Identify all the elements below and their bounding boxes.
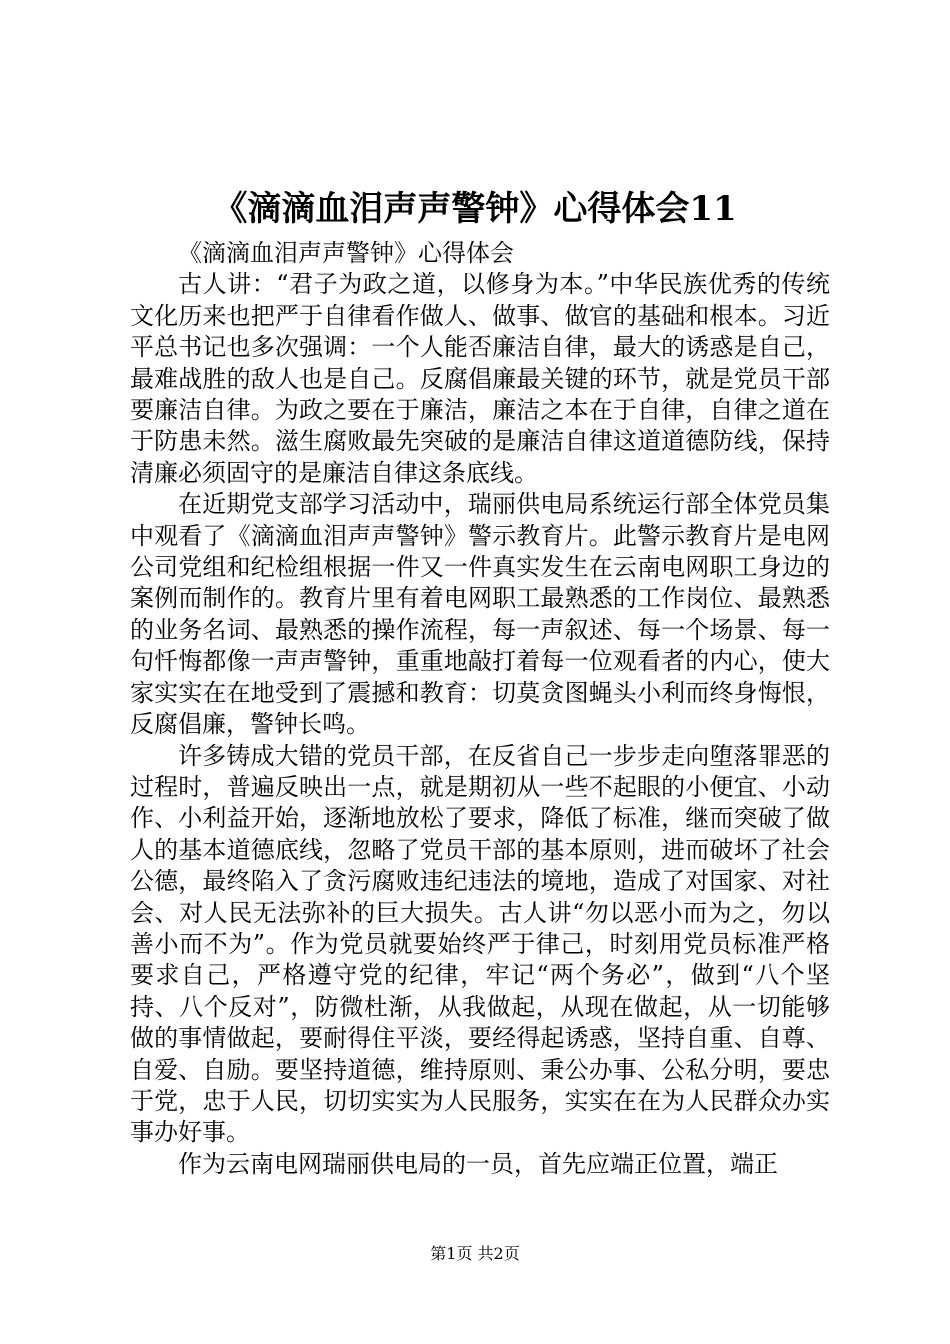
document-body bbox=[130, 238, 830, 1180]
paragraph-2: 在近期党支部学习活动中，瑞丽供电局系统运行部全体党员集中观看了《滴滴血泪声声警钟》警示教育片。此警示教育片是电网公司党组和纪检组根据一件又一件真实发生在云南电网职工身边的案例而制作的。教育片里有着电网职工最熟悉的工作岗位、最熟悉的业务名词、最熟悉的操作流程，每一声叙述、每一个场景、每一句忏悔都像一声声警钟，重重地敲打着每一位观看者的内心，使大家实实在在地受到了震撼和教育：切莫贪图蝇头小利而终身悔恨，反腐倡廉，警钟长鸣。 bbox=[130, 490, 830, 739]
paragraph-3: 许多铸成大错的党员干部，在反省自己一步步走向堕落罪恶的过程时，普遍反映出一点，就是期初从一些不起眼的小便宜、小动作、小利益开始，逐渐地放松了要求，降低了标准，继而突破了做人的基本道德底线，忽略了党员干部的基本原则，进而破坏了社会公德，最终陷入了贪污腐败违纪违法的境地，造成了对国家、对社会、对人民无法弥补的巨大损失。古人讲“勿以恶小而为之，勿以善小而不为”。作为党员就要始终严于律己，时刻用党员标准严格要求自己，严格遵守党的纪律，牢记“两个务必”，做到“八个坚持、八个反对”，防微杜渐，从我做起，从现在做起，从一切能够做的事情做起，要耐得住平淡，要经得起诱惑，坚持自重、自尊、自爱、自励。要坚持道德，维持原则、秉公办事、公私分明，要忠于党，忠于人民，切切实实为人民服务，实实在在为人民群众办实事办好事。 bbox=[130, 741, 830, 1147]
subtitle-paragraph: 《滴滴血泪声声警钟》心得体会 bbox=[178, 239, 514, 267]
paragraph-1: 古人讲：“君子为政之道，以修身为本。”中华民族优秀的传统文化历来也把严于自律看作做人、做事、做官的基础和根本。习近平总书记也多次强调：一个人能否廉洁自律，最大的诱惑是自己，最难战胜的敌人也是自己。反腐倡廉最关键的环节，就是党员干部要廉洁自律。为政之要在于廉洁，廉洁之本在于自律，自律之道在于防患未然。滋生腐败最先突破的是廉洁自律这道道德防线，保持清廉必须固守的是廉洁自律这条底线。 bbox=[130, 270, 830, 487]
page-footer: 第1页 共2页 bbox=[430, 1244, 520, 1263]
document-title: 《滴滴血泪声声警钟》心得体会11 bbox=[213, 189, 737, 229]
paragraph-4: 作为云南电网瑞丽供电局的一员，首先应端正位置，端正 bbox=[178, 1149, 778, 1178]
